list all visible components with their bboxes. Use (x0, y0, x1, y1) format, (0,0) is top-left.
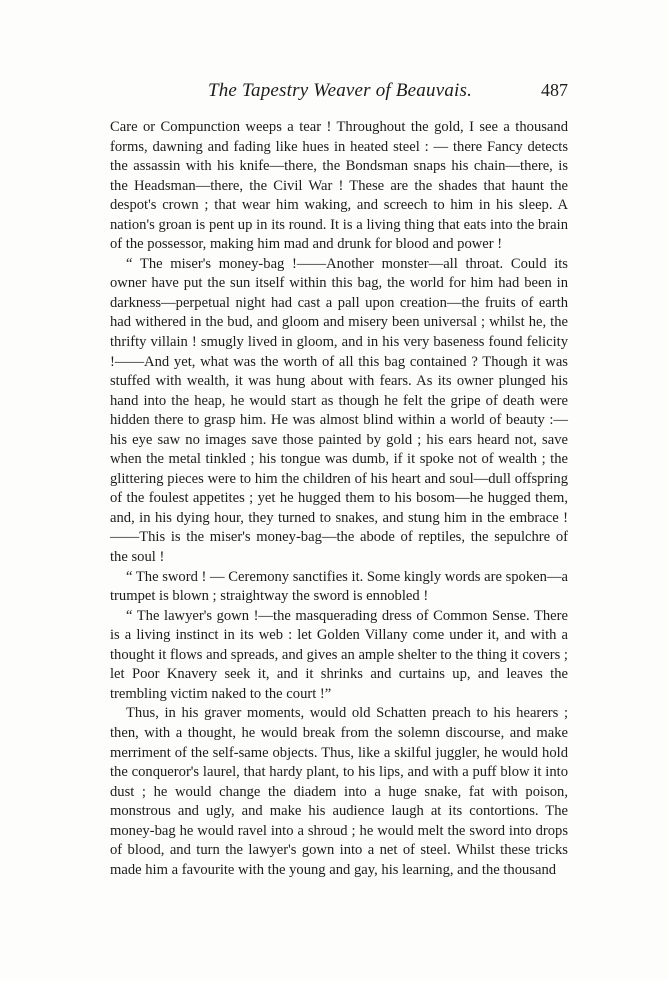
paragraph-money-bag: “ The miser's money-bag !——Another monster—all throat. Could its owner have put the sun itself within this bag, the world for him had been in darkness—perpetual night had cast a pall upon creation—the fruits of earth had withered in the bud, and gloom and misery been universal ; whilst he, the thrifty villain ! smugly lived in gloom, and in his very baseness found felicity !——And yet, what was the worth of all this bag contained ? Though it was stuffed with wealth, it was hung about with fears. As its owner plunged his hand into the heap, he would start as though he felt the gripe of death were hidden there to grasp him. He was almost blind within a world of beauty :—his eye saw no images save those painted by gold ; his ears heard not, save when the metal tinkled ; his tongue was dumb, if it spoke not of wealth ; the glittering pieces were to him the children of his heart and soul—dull offspring of the foulest appetites ; yet he hugged them to his bosom—he hugged them, and, in his dying hour, they turned to snakes, and stung him in the embrace !——This is the miser's money-bag—the abode of reptiles, the sepulchre of the soul ! (110, 255, 568, 566)
paragraph-lawyers-gown: “ The lawyer's gown !—the masquerading dress of Common Sense. There is a living instinct in its web : let Golden Villany come under it, and with a thought it flows and spreads, and gives an ample shelter to the thing it covers ; let Poor Knavery seek it, and it shrinks and curtains up, and leaves the trembling victim naked to the court !” (110, 607, 568, 702)
body-text (110, 118, 568, 880)
running-title: The Tapestry Weaver of Beauvais. (207, 80, 473, 101)
running-head (112, 80, 568, 106)
page-number: 487 (541, 80, 568, 100)
paragraph-schatten: Thus, in his graver moments, would old Schatten preach to his hearers ; then, with a thought, he would break from the solemn discourse, and make merriment of the self-same objects. Thus, like a skilful juggler, he would hold the conqueror's laurel, that hardy plant, to his lips, and with a puff blow it into dust ; he would change the diadem into a huge snake, fat with poison, monstrous and ugly, and make his audience laugh at its contortions. The money-bag he would ravel into a shroud ; he would melt the sword into drops of blood, and turn the lawyer's gown into a net of steel. Whilst these tricks made him a favourite with the young and gay, his learning, and the thousand (110, 705, 568, 878)
paragraph-sword: “ The sword ! — Ceremony sanctifies it. Some kingly words are spoken—a trumpet is blown ; straightway the sword is ennobled ! (110, 568, 568, 605)
paragraph-crown-continued: Care or Compunction weeps a tear ! Throughout the gold, I see a thousand forms, dawning and fading like hues in heated steel : — there Fancy detects the assassin with his knife—there, the Bondsman snaps his chain—there, is the Headsman—there, the Civil War ! These are the shades that haunt the despot's crown ; that wear him waking, and screech to him in his sleep. A nation's groan is pent up in its round. It is a living thing that eats into the brain of the possessor, making him mad and drunk for blood and power ! (110, 119, 568, 253)
